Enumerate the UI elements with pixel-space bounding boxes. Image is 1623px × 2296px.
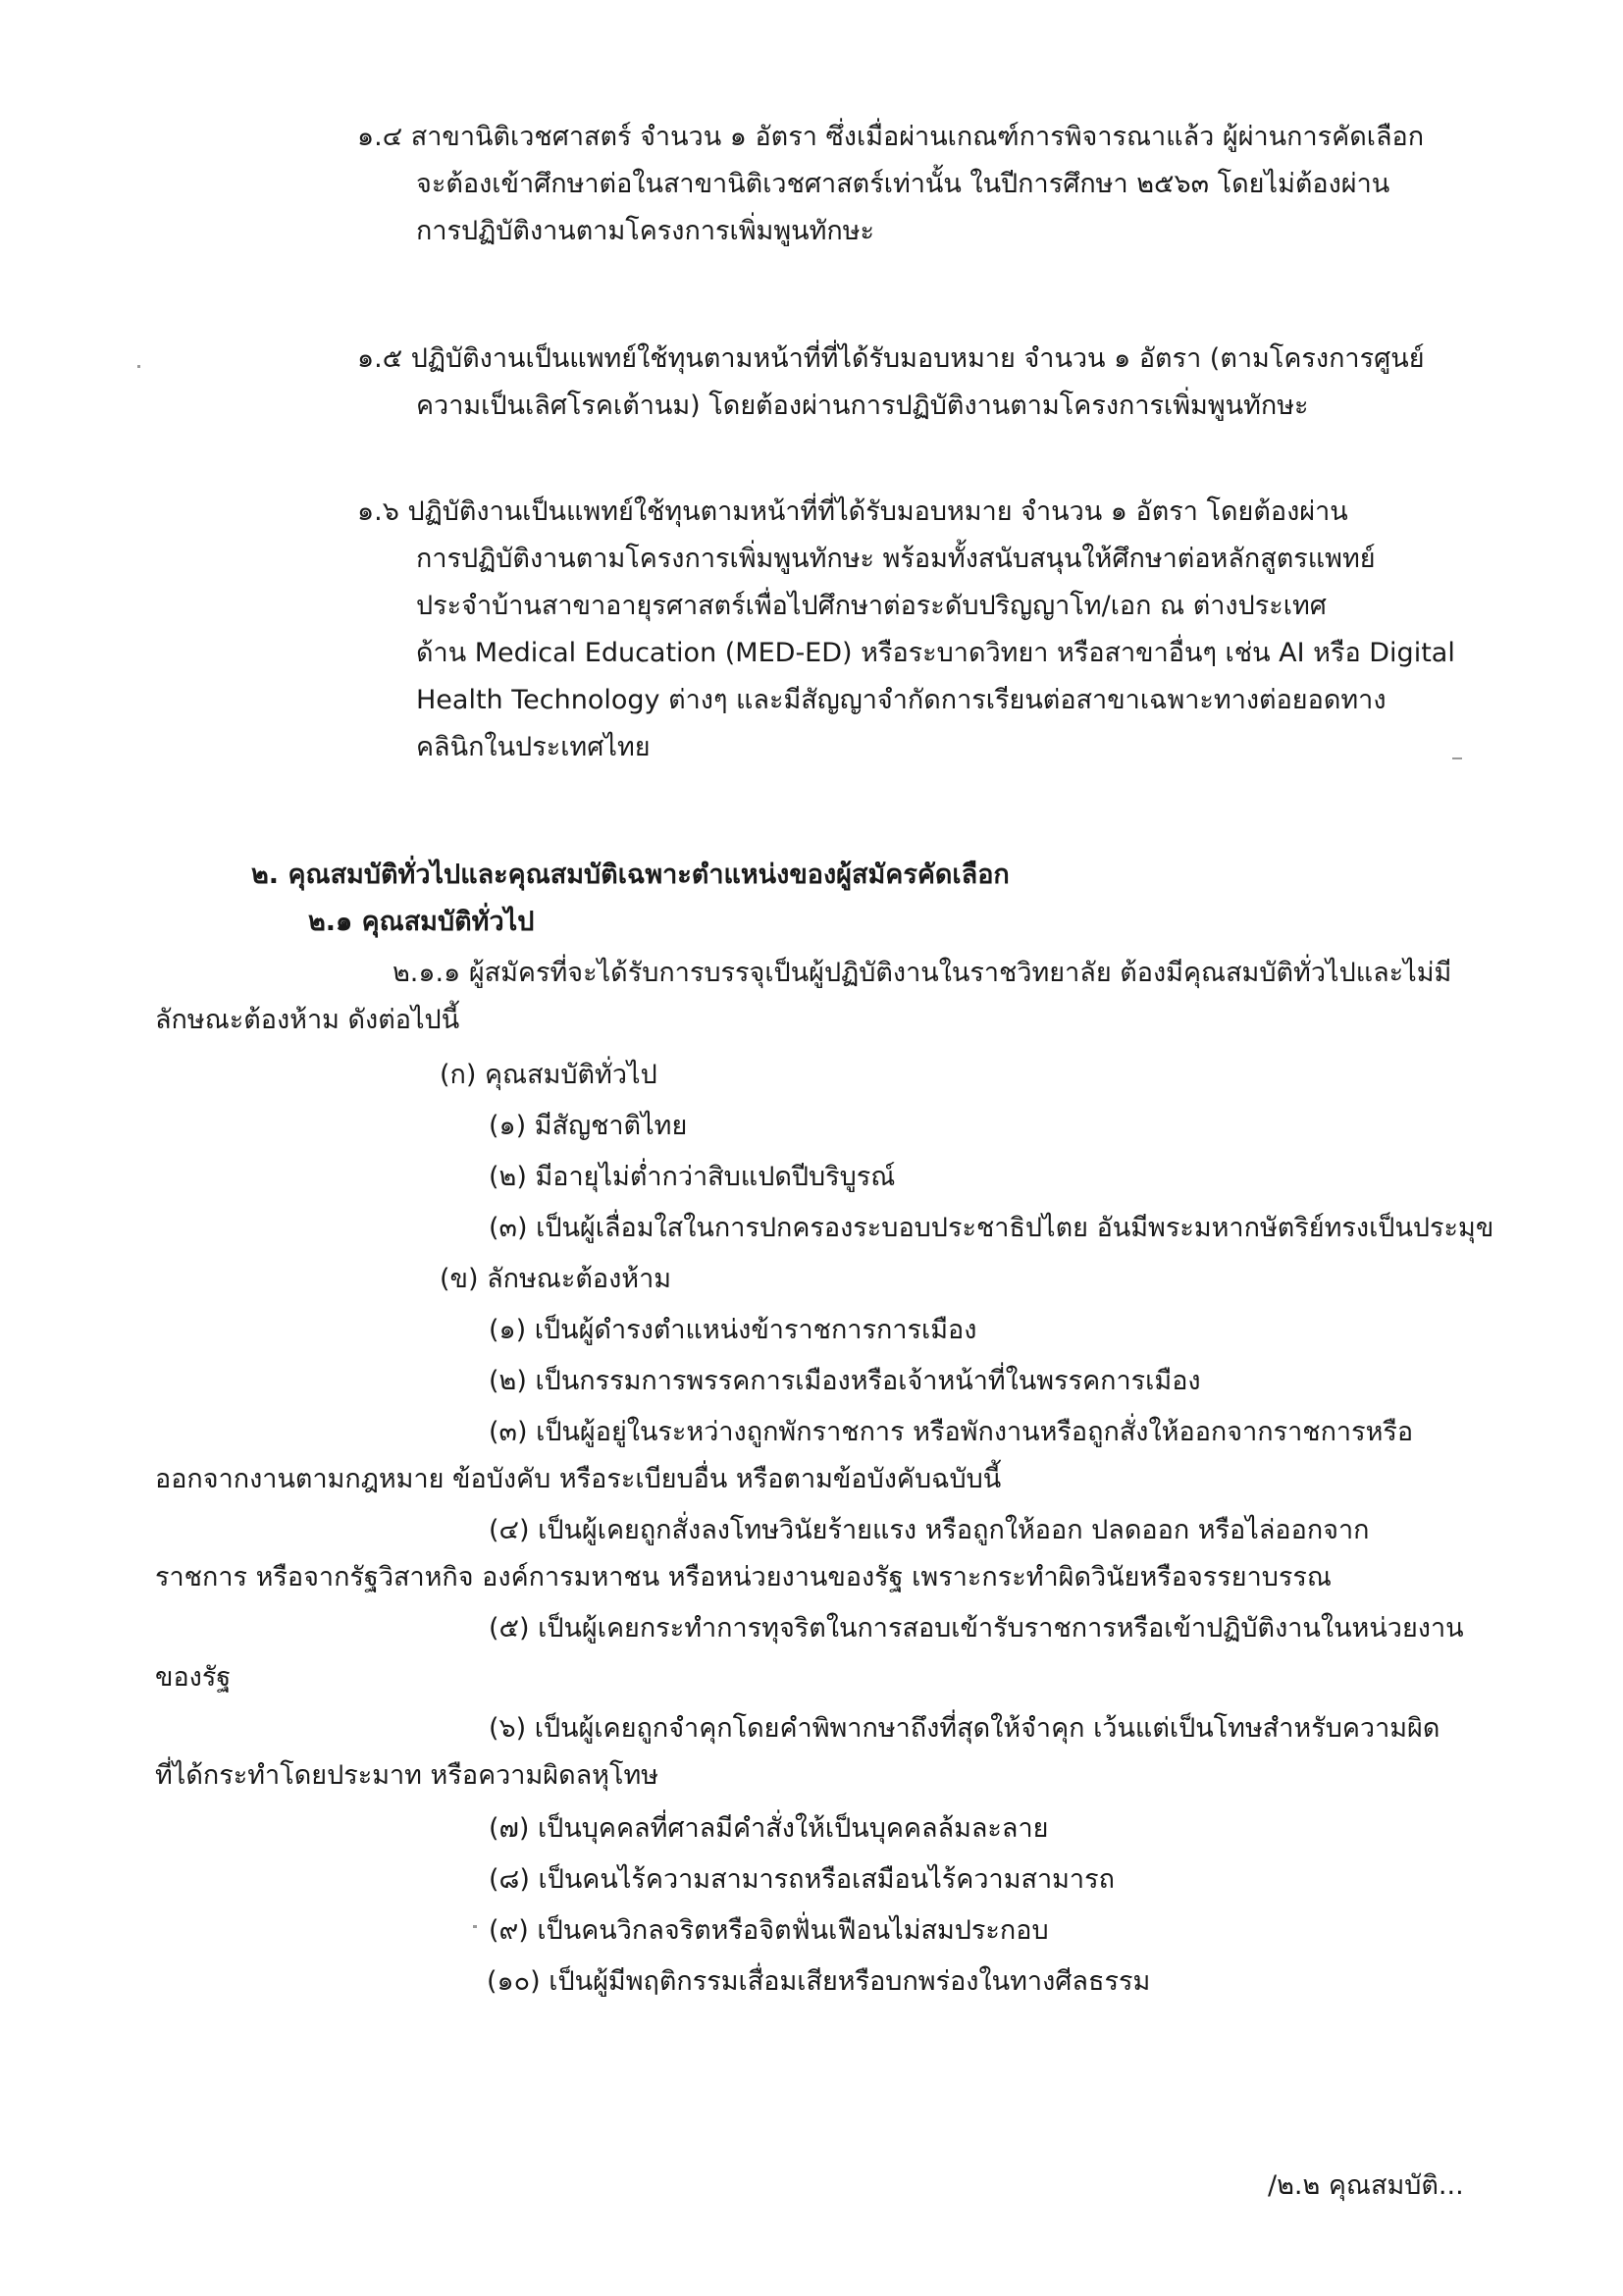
group-b-item-3-line-2: ออกจากงานตามกฎหมาย ข้อบังคับ หรือระเบียบอื่น หรือตามข้อบังคับฉบับนี้ xyxy=(155,1464,1002,1494)
item-1-4-line-2: จะต้องเข้าศึกษาต่อในสาขานิติเวชศาสตร์เท่านั้น ในปีการศึกษา ๒๕๖๓ โดยไม่ต้องผ่าน xyxy=(416,169,1390,199)
group-b-item-2: (๒) เป็นกรรมการพรรคการเมืองหรือเจ้าหน้าที่ในพรรคการเมือง xyxy=(489,1366,1201,1396)
section-2-1-1-line-1: ๒.๑.๑ ผู้สมัครที่จะได้รับการบรรจุเป็นผู้ปฏิบัติงานในราชวิทยาลัย ต้องมีคุณสมบัติทั่วไปและไม่มี xyxy=(393,958,1452,988)
group-b-item-10: (๑๐) เป็นผู้มีพฤติกรรมเสื่อมเสียหรือบกพร่องในทางศีลธรรม xyxy=(487,1966,1151,1997)
group-b-item-4-line-2: ราชการ หรือจากรัฐวิสาหกิจ องค์การมหาชน หรือหน่วยงานของรัฐ เพราะกระทำผิดวินัยหรือจรรยาบรรณ xyxy=(155,1562,1332,1592)
item-1-4-line-1: ๑.๔ สาขานิติเวชศาสตร์ จำนวน ๑ อัตรา ซึ่งเมื่อผ่านเกณฑ์การพิจารณาแล้ว ผู้ผ่านการคัดเลือก xyxy=(357,122,1425,152)
group-a-label: (ก) คุณสมบัติทั่วไป xyxy=(440,1060,657,1090)
group-a-item-2: (๒) มีอายุไม่ต่ำกว่าสิบแปดปีบริบูรณ์ xyxy=(489,1162,896,1192)
item-1-6-line-4: ด้าน Medical Education (MED-ED) หรือระบาดวิทยา หรือสาขาอื่นๆ เช่น AI หรือ Digital xyxy=(416,638,1455,668)
group-b-item-1: (๑) เป็นผู้ดำรงตำแหน่งข้าราชการการเมือง xyxy=(489,1315,977,1345)
group-b-item-6-line-1: (๖) เป็นผู้เคยถูกจำคุกโดยคำพิพากษาถึงที่สุดให้จำคุก เว้นแต่เป็นโทษสำหรับความผิด xyxy=(489,1713,1440,1744)
group-b-item-4-line-1: (๔) เป็นผู้เคยถูกสั่งลงโทษวินัยร้ายแรง หรือถูกให้ออก ปลดออก หรือไล่ออกจาก xyxy=(489,1515,1370,1545)
item-1-5-line-1: ๑.๕ ปฏิบัติงานเป็นแพทย์ใช้ทุนตามหน้าที่ที่ได้รับมอบหมาย จำนวน ๑ อัตรา (ตามโครงการศูนย์ xyxy=(357,343,1425,374)
scan-speck xyxy=(1452,757,1462,759)
group-b-item-7: (๗) เป็นบุคคลที่ศาลมีคำสั่งให้เป็นบุคคลล้มละลาย xyxy=(489,1813,1049,1844)
group-b-item-5-line-2: ของรัฐ xyxy=(155,1662,232,1693)
item-1-6-line-5: Health Technology ต่างๆ และมีสัญญาจำกัดการเรียนต่อสาขาเฉพาะทางต่อยอดทาง xyxy=(416,685,1387,715)
group-b-item-9: (๙) เป็นคนวิกลจริตหรือจิตฟั่นเฟือนไม่สมประกอบ xyxy=(489,1915,1049,1946)
page-continuation-marker: /๒.๒ คุณสมบัติ... xyxy=(1268,2170,1464,2201)
group-b-item-5-line-1: (๕) เป็นผู้เคยกระทำการทุจริตในการสอบเข้ารับราชการหรือเข้าปฏิบัติงานในหน่วยงาน xyxy=(489,1613,1464,1644)
item-1-4-line-3: การปฏิบัติงานตามโครงการเพิ่มพูนทักษะ xyxy=(416,216,875,246)
section-2-1-1-line-2: ลักษณะต้องห้าม ดังต่อไปนี้ xyxy=(155,1005,460,1035)
item-1-5-line-2: ความเป็นเลิศโรคเต้านม) โดยต้องผ่านการปฏิบัติงานตามโครงการเพิ่มพูนทักษะ xyxy=(416,391,1309,421)
group-b-item-8: (๘) เป็นคนไร้ความสามารถหรือเสมือนไร้ความสามารถ xyxy=(489,1864,1115,1895)
item-1-6-line-2: การปฏิบัติงานตามโครงการเพิ่มพูนทักษะ พร้อมทั้งสนับสนุนให้ศึกษาต่อหลักสูตรแพทย์ xyxy=(416,544,1376,574)
group-a-item-3: (๓) เป็นผู้เลื่อมใสในการปกครองระบอบประชาธิปไตย อันมีพระมหากษัตริย์ทรงเป็นประมุข xyxy=(489,1213,1494,1243)
scan-speck xyxy=(137,365,140,368)
section-2-heading: ๒. คุณสมบัติทั่วไปและคุณสมบัติเฉพาะตำแหน่งของผู้สมัครคัดเลือก xyxy=(251,860,1010,890)
scan-speck xyxy=(473,1925,477,1928)
item-1-6-line-6: คลินิกในประเทศไทย xyxy=(416,732,651,762)
item-1-6-line-1: ๑.๖ ปฏิบัติงานเป็นแพทย์ใช้ทุนตามหน้าที่ที่ได้รับมอบหมาย จำนวน ๑ อัตรา โดยต้องผ่าน xyxy=(357,496,1348,527)
group-b-label: (ข) ลักษณะต้องห้าม xyxy=(440,1264,672,1294)
group-b-item-6-line-2: ที่ได้กระทำโดยประมาท หรือความผิดลหุโทษ xyxy=(155,1760,659,1791)
group-b-item-3-line-1: (๓) เป็นผู้อยู่ในระหว่างถูกพักราชการ หรือพักงานหรือถูกสั่งให้ออกจากราชการหรือ xyxy=(489,1417,1414,1447)
section-2-1-subheading: ๒.๑ คุณสมบัติทั่วไป xyxy=(308,907,535,937)
group-a-item-1: (๑) มีสัญชาติไทย xyxy=(489,1111,688,1141)
item-1-6-line-3: ประจำบ้านสาขาอายุรศาสตร์เพื่อไปศึกษาต่อระดับปริญญาโท/เอก ณ ต่างประเทศ xyxy=(416,591,1327,621)
